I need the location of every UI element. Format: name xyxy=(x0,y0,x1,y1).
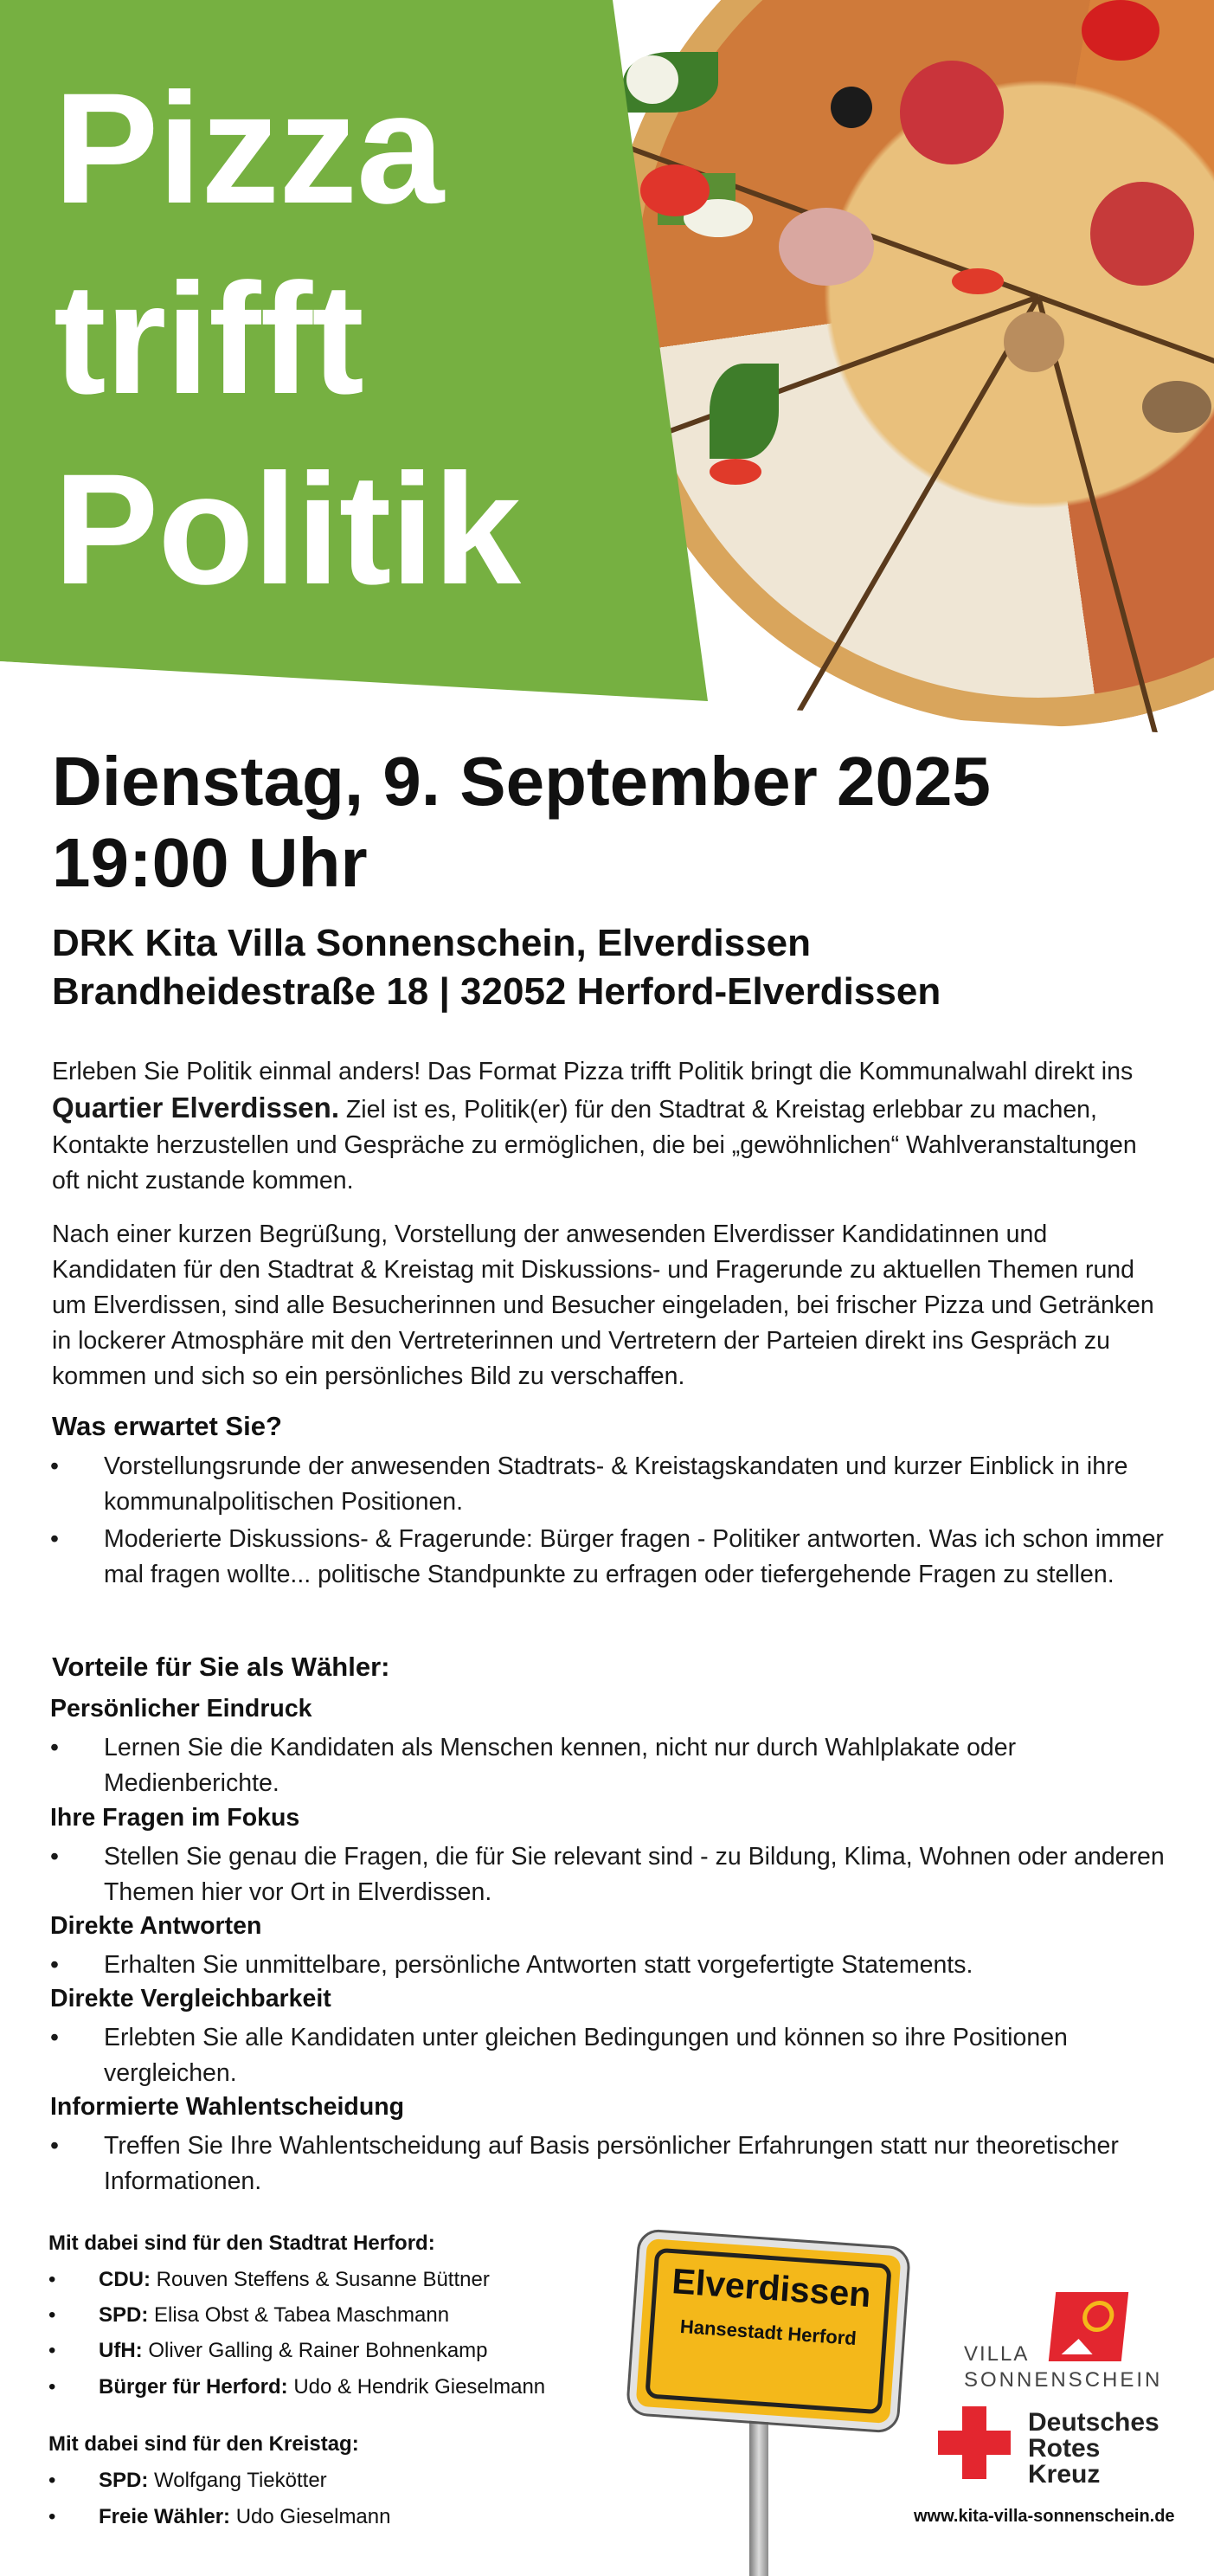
benefit-title: Direkte Antworten xyxy=(50,1912,262,1940)
benefit-item: • Stellen Sie genau die Fragen, die für Sie relevant sind - zu Bildung, Klima, Wohnen oder anderen Themen hier vor Ort in Elverdissen. xyxy=(50,1843,1165,1906)
town-sign xyxy=(628,2231,909,2431)
stadtrat-item: • UfH: Oliver Galling & Rainer Bohnenkamp xyxy=(48,2339,488,2362)
benefit-item: • Erlebten Sie alle Kandidaten unter gleichen Bedingungen und können so ihre Positionen vergleichen. xyxy=(50,2024,1068,2087)
benefit-title: Direkte Vergleichbarkeit xyxy=(50,1985,331,2012)
event-venue: DRK Kita Villa Sonnenschein, Elverdissen xyxy=(52,922,812,964)
drk-text-2: Rotes xyxy=(1028,2434,1101,2463)
event-time: 19:00 Uhr xyxy=(52,824,368,901)
pizza-image xyxy=(606,0,1214,727)
website-url[interactable]: www.kita-villa-sonnenschein.de xyxy=(914,2507,1175,2526)
description-paragraph: Nach einer kurzen Begrüßung, Vorstellung der anwesenden Elverdisser Kandidatinnen und Kandidaten für den Stadtrat & Kreistag mit Diskussions- und Fragerunde zu aktuellen Themen rund um Elverdissen, sind alle Besucherinnen und Besucher eingeladen, bei frischer Pizza und Getränken in lockerer Atmosphäre mit den Vertreterinnen und Vertretern der Parteien direkt ins Gespräch zu kommen und sich so ein persönliches Bild zu verschaffen. xyxy=(52,1220,1154,1390)
benefit-item: • Treffen Sie Ihre Wahlentscheidung auf Basis persönlicher Erfahrungen statt nur theoretischer Informationen. xyxy=(50,2132,1119,2195)
stadtrat-heading: Mit dabei sind für den Stadtrat Herford: xyxy=(48,2231,435,2255)
highlight-quartier: Quartier Elverdissen. xyxy=(52,1092,339,1124)
villa-logo-text-2: SONNENSCHEIN xyxy=(964,2368,1163,2392)
benefit-item: • Lernen Sie die Kandidaten als Menschen kennen, nicht nur durch Wahlplakate oder Medienberichte. xyxy=(50,1734,1017,1797)
town-sign-subtitle: Hansestadt Herford xyxy=(679,2315,858,2350)
benefits-heading: Vorteile für Sie als Wähler: xyxy=(52,1652,390,1682)
benefit-title: Ihre Fragen im Fokus xyxy=(50,1804,300,1832)
stadtrat-item: • CDU: Rouven Steffens & Susanne Büttner xyxy=(48,2268,490,2291)
kreistag-item: • SPD: Wolfgang Tiekötter xyxy=(48,2469,327,2492)
expect-item: • Moderierte Diskussions- & Fragerunde: Bürger fragen - Politiker antworten. Was ich schon immer mal fragen wollte... politische Standpunkte zu erfragen oder tiefergehende Fragen zu stellen. xyxy=(50,1525,1164,1588)
event-date: Dienstag, 9. September 2025 xyxy=(52,743,991,820)
benefit-title: Persönlicher Eindruck xyxy=(50,1695,312,1723)
town-sign-name: Elverdissen xyxy=(671,2261,872,2315)
drk-text-3: Kreuz xyxy=(1028,2460,1101,2489)
villa-sonnenschein-logo-icon xyxy=(1049,2292,1128,2361)
event-address: Brandheidestraße 18 | 32052 Herford-Elverdissen xyxy=(52,970,941,1013)
kreistag-item: • Freie Wähler: Udo Gieselmann xyxy=(48,2505,391,2528)
stadtrat-item: • SPD: Elisa Obst & Tabea Maschmann xyxy=(48,2303,450,2327)
benefit-item: • Erhalten Sie unmittelbare, persönliche Antworten statt vorgefertigte Statements. xyxy=(50,1951,973,1979)
stadtrat-item: • Bürger für Herford: Udo & Hendrik Gieselmann xyxy=(48,2375,546,2399)
title-line-1: Pizza xyxy=(54,60,444,236)
expect-item: • Vorstellungsrunde der anwesenden Stadtrats- & Kreistagskandaten und kurzer Einblick in ihre kommunalpolitischen Positionen. xyxy=(50,1452,1128,1516)
drk-text-1: Deutsches xyxy=(1028,2408,1159,2437)
intro-paragraph: Erleben Sie Politik einmal anders! Das Format Pizza trifft Politik bringt die Kommunalwahl direkt ins Quartier Elverdissen. Ziel ist es, Politik(er) für den Stadtrat & Kreistag erlebbar zu machen, Kontakte herzustellen und Gespräche zu ermöglichen, die bei „gewöhnlichen“ Wahlveranstaltungen oft nicht zustande kommen. xyxy=(52,1058,1137,1195)
title-line-3: Politik xyxy=(54,441,521,617)
header-banner xyxy=(0,0,1214,736)
expect-heading: Was erwartet Sie? xyxy=(52,1411,282,1441)
benefit-title: Informierte Wahlentscheidung xyxy=(50,2093,405,2121)
title-line-2: trifft xyxy=(54,250,363,427)
villa-logo-text-1: VILLA xyxy=(964,2342,1030,2366)
kreistag-heading: Mit dabei sind für den Kreistag: xyxy=(48,2432,359,2456)
